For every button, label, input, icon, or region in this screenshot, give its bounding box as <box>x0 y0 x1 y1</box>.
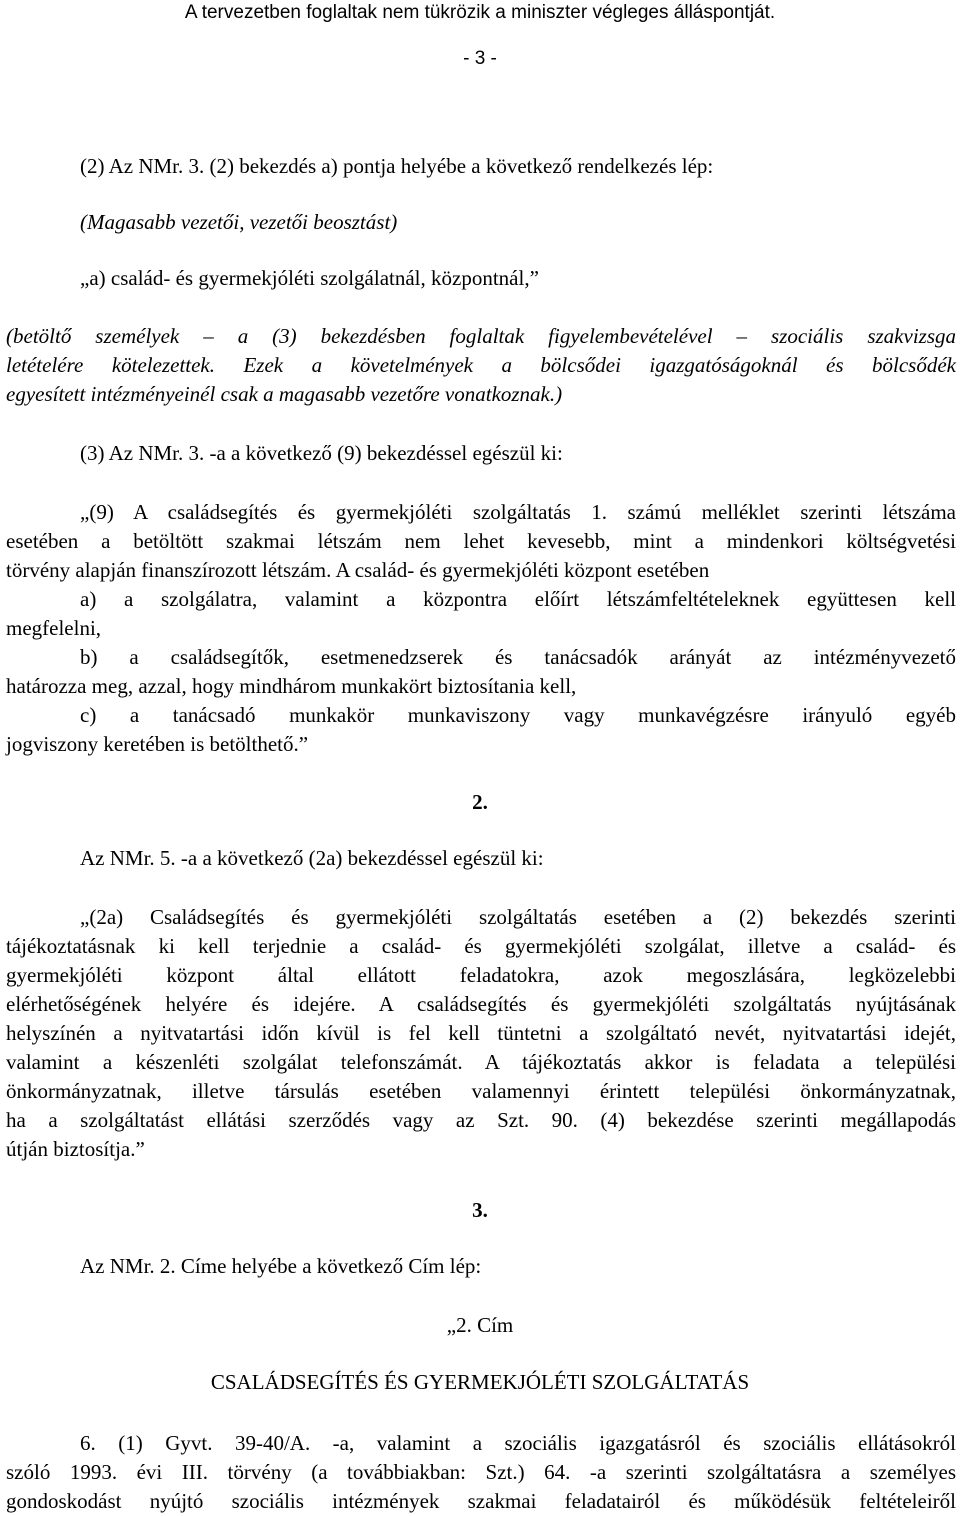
text-line: „(9) A családsegítés és gyermekjóléti szolgáltatás 1. számú melléklet szerinti létszáma <box>80 500 956 524</box>
text-line: gyermekjóléti központ által ellátott feladatokra, azok megoszlására, legközelebbi <box>6 963 956 987</box>
section-heading-2: 2. <box>472 790 488 814</box>
text-line: a) a szolgálatra, valamint a központra előírt létszámfeltételeknek együttesen kell <box>80 587 956 611</box>
text-line: ha a szolgáltatást ellátási szerződés vagy az Szt. 90. (4) bekezdése szerinti megállapodás <box>6 1108 956 1132</box>
text-line: egyesített intézményeinél csak a magasabb vezetőre vonatkoznak.) <box>6 382 563 406</box>
text-line: 6. (1) Gyvt. 39-40/A. -a, valamint a szociális igazgatásról és szociális ellátásokról <box>80 1431 956 1455</box>
section-heading-3: 3. <box>472 1198 488 1222</box>
text-line: c) a tanácsadó munkakör munkaviszony vagy munkavégzésre irányuló egyéb <box>80 703 956 727</box>
text-line: tájékoztatásnak ki kell terjednie a család- és gyermekjóléti szolgálat, illetve a család- és <box>6 934 956 958</box>
text-line: b) a családsegítők, esetmenedzserek és tanácsadók arányát az intézményvezető <box>80 645 956 669</box>
paragraph-context-note: (Magasabb vezetői, vezetői beosztást) <box>80 210 398 234</box>
text-line: határozza meg, azzal, hogy mindhárom munkakört biztosítania kell, <box>6 674 577 698</box>
paragraph-amendment-3: (3) Az NMr. 3. -a a következő (9) bekezdéssel egészül ki: <box>80 441 563 465</box>
paragraph-context-continuation <box>6 322 956 409</box>
text-line: jogviszony keretében is betölthető.” <box>6 732 309 756</box>
text-line: önkormányzatnak, illetve társulás esetében valamennyi érintett települési önkormányzatnak, <box>6 1079 956 1103</box>
page-number: - 3 - <box>463 48 497 69</box>
text-line: útján biztosítja.” <box>6 1137 145 1161</box>
text-line: (betöltő személyek – a (3) bekezdésben foglaltak figyelembevételével – szociális szakvizsga <box>6 324 956 348</box>
text-line: letételére kötelezettek. Ezek a követelmények a bölcsődei igazgatóságoknál és bölcsődék <box>6 353 956 377</box>
text-line: valamint a készenléti szolgálat telefonszámát. A tájékoztatás akkor is feladata a települési <box>6 1050 956 1074</box>
paragraph-amendment-nmr5: Az NMr. 5. -a a következő (2a) bekezdéssel egészül ki: <box>80 846 544 870</box>
text-line: gondoskodást nyújtó szociális intézmények szakmai feladatairól és működésük feltételeiről <box>6 1489 956 1513</box>
paragraph-amendment-2: (2) Az NMr. 3. (2) bekezdés a) pontja helyébe a következő rendelkezés lép: <box>80 154 714 178</box>
text-line: helyszínén a nyitvatartási időn kívül is fel kell tüntetni a szolgáltató nevét, nyitvatartási idejét, <box>6 1021 956 1045</box>
title-number: „2. Cím <box>446 1313 514 1337</box>
text-line: „(2a) Családsegítés és gyermekjóléti szolgáltatás esetében a (2) bekezdés szerinti <box>80 905 956 929</box>
text-line: törvény alapján finanszírozott létszám. A család- és gyermekjóléti központ esetében <box>6 558 710 582</box>
text-line: megfelelni, <box>6 616 102 640</box>
paragraph-amendment-title: Az NMr. 2. Címe helyébe a következő Cím lép: <box>80 1254 482 1278</box>
title-heading: CSALÁDSEGÍTÉS ÉS GYERMEKJÓLÉTI SZOLGÁLTATÁS <box>210 1370 750 1394</box>
text-line: esetében a betöltött szakmai létszám nem lehet kevesebb, mint a mindenkori költségvetési <box>6 529 956 553</box>
paragraph-section-6 <box>6 1429 956 1516</box>
text-line: szóló 1993. évi III. törvény (a továbbiakban: Szt.) 64. -a szerinti szolgáltatásra a személyes <box>6 1460 956 1484</box>
paragraph-new-subsection-2a <box>6 903 956 1164</box>
paragraph-new-subsection-9 <box>6 498 956 759</box>
paragraph-point-a: „a) család- és gyermekjóléti szolgálatnál, központnál,” <box>80 266 539 290</box>
draft-disclaimer: A tervezetben foglaltak nem tükrözik a miniszter végleges álláspontját. <box>184 2 776 23</box>
text-line: elérhetőségének helyére és idejére. A családsegítés és gyermekjóléti szolgáltatás nyújtásának <box>6 992 956 1016</box>
